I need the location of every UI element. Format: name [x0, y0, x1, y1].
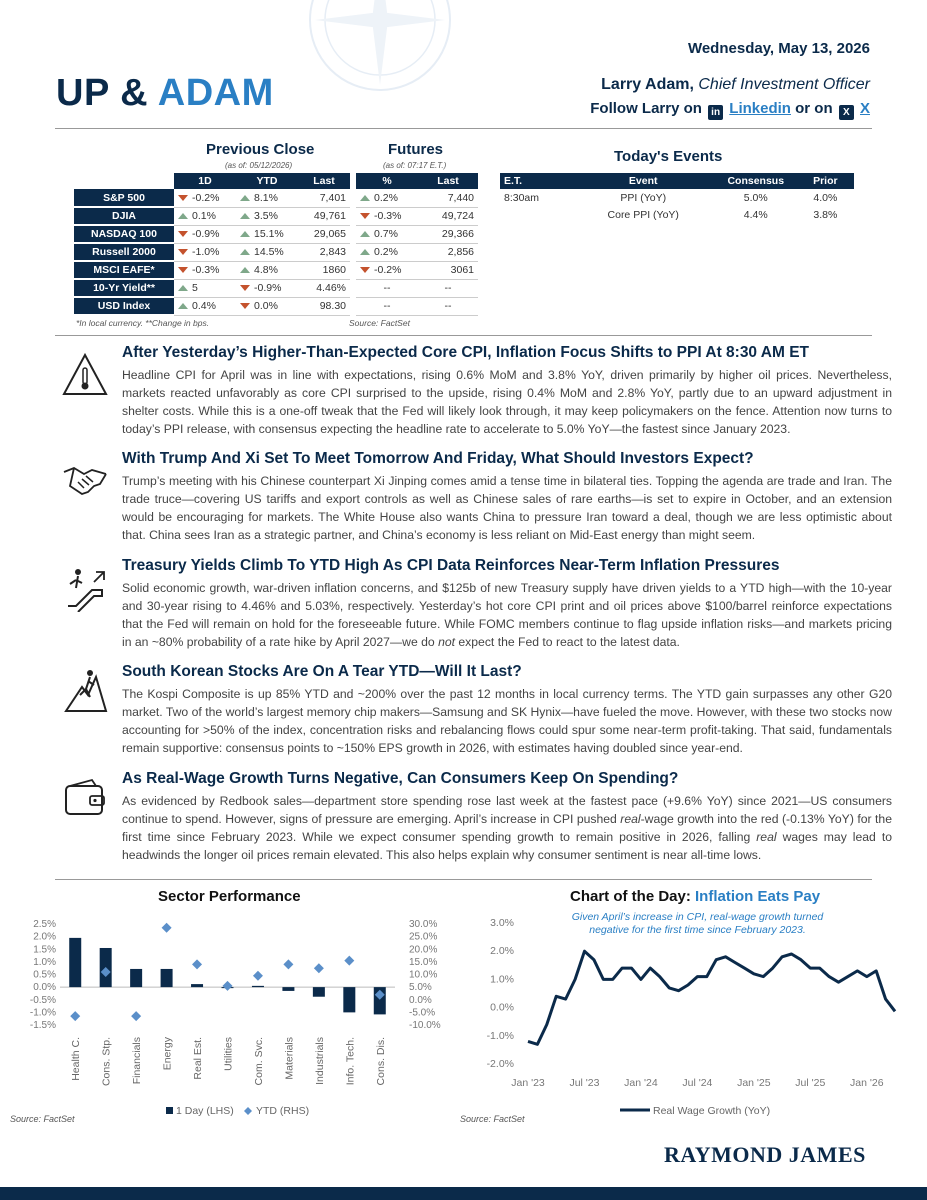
- left-axis-tick-label: 1.5%: [33, 944, 56, 956]
- down-arrow-icon: [240, 285, 250, 291]
- up-arrow-icon: [240, 231, 250, 237]
- cell-fut-pct-value: 0.2%: [374, 191, 398, 204]
- cell-fut-last: [418, 189, 478, 207]
- article-body-part: Solid economic growth, war-driven inflation concerns, and $125b of new Treasury supply have driven yields to a YTD high—with the 10-year and 30-year rising to 4.46% and 5.03%, respectively. Yesterday’s hot core CPI print and oil prices above $100/barrel reinforce expectations that the Fed will remain on hold for the foreseeable future. While FOMC members continue to flag upside inflation risks—and markets pricing in an ~80% probability of a rate hike by April 2027—we do: [122, 581, 892, 649]
- sector-bar: [252, 986, 264, 987]
- cell-fut-last-value: --: [444, 282, 452, 294]
- cell-fut-pct: [356, 261, 418, 279]
- climber-icon: [62, 667, 108, 713]
- escalator-icon: [62, 566, 108, 612]
- right-axis-tick-label: 15.0%: [409, 956, 438, 968]
- sector-bar: [191, 984, 203, 987]
- cell-last-value: 2,843: [319, 246, 346, 258]
- cell-last-value: 1860: [322, 264, 346, 276]
- event-time: 8:30am: [504, 191, 540, 204]
- logo-part-adam: ADAM: [157, 72, 274, 114]
- cell-ytd-value: -0.9%: [254, 282, 282, 294]
- market-label-value: MSCI EAFE*: [93, 264, 155, 276]
- sector-chart-title: Sector Performance: [158, 888, 301, 905]
- up-arrow-icon: [360, 195, 370, 201]
- footer-bar: [0, 1187, 927, 1200]
- linkedin-link[interactable]: Linkedin: [729, 100, 791, 117]
- ytd-diamond-marker: [283, 959, 293, 969]
- up-arrow-icon: [240, 267, 250, 273]
- down-arrow-icon: [360, 213, 370, 219]
- cell-ytd-value: 14.5%: [254, 246, 284, 258]
- right-axis-tick-label: 10.0%: [409, 969, 438, 981]
- up-arrow-icon: [178, 303, 188, 309]
- sector-category-label: Real Est.: [192, 1037, 205, 1080]
- sector-bar: [161, 969, 173, 987]
- cell-1d-value: 5: [192, 282, 198, 294]
- thermometer-warning-icon: [62, 352, 108, 398]
- header-ytd: YTD: [236, 173, 298, 189]
- market-label-value: USD Index: [97, 300, 151, 312]
- previous-close-title: Previous Close: [206, 141, 315, 158]
- wage-x-tick-label: Jul '25: [795, 1077, 826, 1089]
- article-trump-xi: [122, 450, 892, 544]
- cell-fut-last: [418, 225, 478, 243]
- wallet-icon: [62, 776, 108, 822]
- right-axis-tick-label: -10.0%: [409, 1020, 441, 1031]
- cell-last-value: 4.46%: [316, 282, 346, 294]
- article-body-emphasis: real: [756, 830, 777, 844]
- charts-divider: [55, 879, 872, 880]
- cell-ytd-value: 0.0%: [254, 300, 278, 312]
- cell-1d-value: 0.4%: [192, 300, 216, 312]
- cell-fut-last: [418, 297, 478, 315]
- wage-y-tick-label: 3.0%: [490, 917, 514, 929]
- follow-prefix: Follow Larry on: [590, 100, 702, 117]
- raymond-james-logo: RAYMOND JAMES: [664, 1142, 866, 1167]
- market-row: [74, 207, 478, 225]
- cell-fut-last-value: 29,366: [441, 228, 474, 240]
- sector-category-label: Energy: [161, 1037, 174, 1071]
- up-arrow-icon: [360, 231, 370, 237]
- cell-fut-pct-value: -0.2%: [374, 264, 402, 276]
- cell-1d: [174, 279, 236, 297]
- legend-label-ytd: YTD (RHS): [256, 1105, 310, 1117]
- cell-1d: [174, 297, 236, 315]
- left-axis-tick-label: 2.5%: [33, 919, 56, 930]
- x-icon[interactable]: X: [839, 105, 854, 120]
- market-label: [74, 279, 174, 297]
- cell-fut-pct: [356, 225, 418, 243]
- event-row: [500, 189, 854, 206]
- cell-1d-value: 0.1%: [192, 210, 216, 222]
- cell-1d: [174, 261, 236, 279]
- market-row: [74, 297, 478, 315]
- cotd-title-prefix: Chart of the Day:: [570, 888, 691, 905]
- cell-ytd: [236, 297, 298, 315]
- cell-ytd-value: 4.8%: [254, 264, 278, 276]
- ytd-diamond-marker: [314, 963, 324, 973]
- header-last: Last: [298, 173, 350, 189]
- sector-category-label: Info. Tech.: [344, 1037, 357, 1086]
- sector-bar: [69, 938, 81, 987]
- article-south-korea: [122, 663, 892, 757]
- futures-title: Futures: [388, 141, 444, 158]
- cell-ytd-value: 15.1%: [254, 228, 284, 240]
- wage-x-tick-label: Jan '23: [511, 1077, 545, 1089]
- cell-fut-pct: [356, 297, 418, 315]
- down-arrow-icon: [240, 303, 250, 309]
- market-label-value: 10-Yr Yield**: [93, 282, 155, 294]
- cell-1d-value: -0.2%: [192, 191, 220, 204]
- cell-fut-pct-value: 0.2%: [374, 246, 398, 258]
- wage-y-tick-label: 0.0%: [490, 1001, 514, 1014]
- up-arrow-icon: [178, 213, 188, 219]
- left-axis-tick-label: -1.5%: [29, 1020, 56, 1031]
- down-arrow-icon: [178, 231, 188, 237]
- cell-ytd: [236, 261, 298, 279]
- cell-fut-last-value: 2,856: [447, 246, 474, 258]
- article-body-emphasis: not: [438, 635, 456, 649]
- cell-ytd-value: 3.5%: [254, 210, 278, 222]
- cell-fut-pct-value: -0.3%: [374, 210, 402, 222]
- market-label: [74, 207, 174, 225]
- report-date: Wednesday, May 13, 2026: [687, 40, 870, 57]
- ytd-diamond-marker: [131, 1011, 141, 1021]
- market-source: Source: FactSet: [349, 318, 410, 328]
- legend-swatch-1day: [166, 1107, 173, 1114]
- newsletter-logo: [56, 72, 274, 115]
- article-body-part: -wage growth into the red (-0.13% YoY) for the first time since February 2023. While we expect consumer spending growth to remain positive in 2026, falling: [122, 812, 892, 844]
- cell-1d-value: -0.9%: [192, 228, 220, 240]
- article-body: [122, 579, 892, 651]
- follow-mid: or on: [795, 100, 833, 117]
- wage-y-tick-label: 1.0%: [490, 973, 514, 986]
- market-label: [74, 225, 174, 243]
- market-label: [74, 243, 174, 261]
- cell-fut-last: [418, 261, 478, 279]
- sector-category-label: Financials: [131, 1037, 144, 1085]
- sector-bar: [343, 987, 355, 1012]
- events-table: [500, 173, 854, 223]
- up-arrow-icon: [360, 249, 370, 255]
- cell-last: [298, 297, 350, 315]
- cell-ytd: [236, 279, 298, 297]
- cell-ytd: [236, 243, 298, 261]
- author-title: Chief Investment Officer: [698, 76, 870, 93]
- cell-fut-last: [418, 279, 478, 297]
- linkedin-icon[interactable]: in: [708, 105, 723, 120]
- wage-chart-source: Source: FactSet: [460, 1114, 525, 1124]
- wage-x-tick-label: Jan '25: [737, 1077, 771, 1089]
- sector-bar: [313, 987, 325, 997]
- cell-fut-last: [418, 207, 478, 225]
- event-time: [500, 206, 572, 223]
- cell-fut-pct: [356, 207, 418, 225]
- market-label: [74, 297, 174, 315]
- ytd-diamond-marker: [223, 981, 233, 991]
- up-arrow-icon: [240, 249, 250, 255]
- ytd-diamond-marker: [344, 956, 354, 966]
- events-table-header: [500, 173, 854, 189]
- futures-asof: (as of: 07:17 E.T.): [383, 161, 447, 170]
- cell-1d: [174, 225, 236, 243]
- sector-category-label: Health C.: [70, 1037, 83, 1081]
- up-arrow-icon: [178, 285, 188, 291]
- market-row: [74, 243, 478, 261]
- x-link[interactable]: X: [859, 100, 870, 117]
- up-arrow-icon: [240, 213, 250, 219]
- right-axis-tick-label: -5.0%: [409, 1007, 436, 1019]
- wage-y-tick-label: -1.0%: [486, 1029, 514, 1042]
- ytd-diamond-marker: [253, 971, 263, 981]
- header-divider: [55, 128, 872, 129]
- article-title: South Korean Stocks Are On A Tear YTD—Will It Last?: [122, 663, 522, 680]
- cotd-title: [570, 888, 820, 905]
- header-fut-last: Last: [418, 173, 478, 189]
- article-title: With Trump And Xi Set To Meet Tomorrow And Friday, What Should Investors Expect?: [122, 450, 754, 467]
- wage-x-tick-label: Jul '24: [682, 1077, 713, 1089]
- cell-1d-value: -0.3%: [192, 264, 220, 276]
- compass-watermark-icon: [300, 0, 460, 110]
- events-header-event: Event: [572, 173, 715, 189]
- cell-fut-last-value: 3061: [450, 264, 474, 276]
- article-body: The Kospi Composite is up 85% YTD and ~200% over the past 12 months in local currency terms. The YTD gain surpasses any other G20 market. Two of the world’s largest memory chip makers—Samsung and SK Hynix—have fueled the move. However, with these two stocks now accounting for >50% of the index, concentration risks and rebalancing flows could spur some near-term profit-taking. That said, fundamentals remain supportive: consensus points to ~150% EPS growth in 2026, with estimates having doubled since year-end.: [122, 687, 892, 755]
- article-body: Trump’s meeting with his Chinese counterpart Xi Jinping comes amid a tense time in bilateral ties. Topping the agenda are trade and Iran. The trade truce—covering US tariffs and export controls as well as Chinese sales of rare earths—is set to expire in October, and an extension would be encouraging for markets. The White House also wants China to pressure Iran toward a deal, though we are less optimistic about that. China sees Iran as a strategic partner, and China’s economy is less reliant on Mid-East energy than might seem.: [122, 474, 892, 542]
- down-arrow-icon: [178, 195, 188, 201]
- sector-bar: [282, 987, 294, 991]
- cell-ytd: [236, 225, 298, 243]
- cell-fut-last: [418, 243, 478, 261]
- left-axis-tick-label: 0.0%: [33, 982, 56, 994]
- article-real-wage: [122, 770, 892, 864]
- header-1d: 1D: [174, 173, 236, 189]
- wage-y-tick-label: -2.0%: [486, 1058, 514, 1070]
- left-axis-tick-label: 2.0%: [33, 931, 56, 943]
- cell-fut-pct-value: 0.7%: [374, 228, 398, 240]
- article-body-part: wages may lead to headwinds the longer oil prices remain elevated. This also helps explain why consumer sentiment is near all-time lows.: [122, 830, 892, 862]
- cell-fut-pct: [356, 189, 418, 207]
- real-wage-line: [528, 951, 895, 1044]
- right-axis-tick-label: 0.0%: [409, 994, 432, 1006]
- cell-ytd: [236, 207, 298, 225]
- cell-fut-pct: [356, 279, 418, 297]
- author-name: Larry Adam,: [601, 76, 694, 93]
- down-arrow-icon: [360, 267, 370, 273]
- cell-last: [298, 225, 350, 243]
- cell-fut-last-value: 7,440: [447, 191, 474, 204]
- wage-y-tick-label: 2.0%: [490, 945, 514, 958]
- article-body-part: expect the Fed to react to the latest data.: [455, 635, 680, 649]
- ytd-diamond-marker: [192, 959, 202, 969]
- cotd-subtitle: Given April’s increase in CPI, real-wage growth turned negative for the first time since February 2023.: [571, 911, 824, 936]
- wage-x-tick-label: Jan '26: [850, 1077, 884, 1089]
- cell-1d: [174, 243, 236, 261]
- handshake-icon: [62, 456, 108, 502]
- event-consensus: 5.0%: [743, 191, 768, 204]
- author-line: [520, 76, 870, 94]
- sector-category-label: Materials: [283, 1037, 296, 1080]
- right-axis-tick-label: 30.0%: [409, 919, 438, 930]
- follow-line: [520, 100, 870, 120]
- event-row: [500, 206, 854, 223]
- cell-1d-value: -1.0%: [192, 246, 220, 258]
- cell-last: [298, 189, 350, 207]
- sector-category-label: Industrials: [313, 1037, 326, 1085]
- cell-1d: [174, 207, 236, 225]
- article-body: Headline CPI for April was in line with expectations, rising 0.6% MoM and 3.8% YoY, driven primarily by higher oil prices. Nevertheless, markets reacted unfavorably as core CPI surprised to the upside, rising 0.4% MoM and 2.8% YoY, partly due to an upward adjustment in shelter costs. While this is a one-off tweak that the Fed will likely look through, it may keep policymakers on the fence. Attention now turns to today’s PPI release, with consensus expecting the headline rate to accelerate to 5.0% YoY—the fastest since January 2023.: [122, 368, 892, 436]
- events-header-prior: Prior: [797, 173, 854, 189]
- cell-fut-pct: [356, 243, 418, 261]
- market-label: [74, 261, 174, 279]
- market-label-value: Russell 2000: [92, 246, 156, 258]
- sector-performance-chart: [0, 908, 460, 1118]
- left-axis-tick-label: 1.0%: [33, 956, 56, 968]
- cell-fut-last-value: 49,724: [441, 210, 474, 222]
- event-name: PPI (YoY): [620, 191, 667, 204]
- right-axis-tick-label: 25.0%: [409, 931, 438, 943]
- market-row: [74, 189, 478, 207]
- sector-category-label: Cons. Dis.: [374, 1037, 387, 1086]
- previous-close-asof: (as of: 05/12/2026): [225, 161, 293, 170]
- wage-legend-label: Real Wage Growth (YoY): [653, 1105, 771, 1117]
- right-axis-tick-label: 5.0%: [409, 982, 432, 994]
- market-row: [74, 279, 478, 297]
- market-footnote: *In local currency. **Change in bps.: [76, 318, 210, 328]
- market-row: [74, 225, 478, 243]
- down-arrow-icon: [178, 267, 188, 273]
- cell-last: [298, 261, 350, 279]
- cell-fut-pct-value: --: [383, 282, 391, 294]
- cell-1d: [174, 189, 236, 207]
- article-body-part: As evidenced by Redbook sales—department store spending rose last week at the fastest pace (+9.6% YoY) since 2021—US consumers continue to spend. However, signs of pressure are emerging. April’s increase in CPI pushed: [122, 794, 892, 826]
- cell-fut-last-value: --: [444, 300, 452, 312]
- event-name: Core PPI (YoY): [607, 208, 679, 221]
- event-prior: 3.8%: [813, 208, 838, 221]
- cell-last-value: 98.30: [319, 300, 346, 312]
- market-header-blank: [74, 173, 174, 189]
- market-label: [74, 189, 174, 207]
- sector-bar: [130, 969, 142, 987]
- legend-label-1day: 1 Day (LHS): [176, 1105, 234, 1117]
- market-table-header: [74, 173, 478, 189]
- market-row: [74, 261, 478, 279]
- real-wage-chart: [460, 908, 900, 1118]
- cell-last: [298, 243, 350, 261]
- left-axis-tick-label: 0.5%: [33, 969, 56, 981]
- cell-ytd: [236, 189, 298, 207]
- left-axis-tick-label: -0.5%: [29, 994, 56, 1006]
- sector-category-label: Utilities: [222, 1037, 235, 1071]
- events-divider: [55, 335, 872, 336]
- left-axis-tick-label: -1.0%: [29, 1007, 56, 1019]
- cell-ytd-value: 8.1%: [254, 191, 278, 204]
- cell-fut-pct-value: --: [383, 300, 391, 312]
- wage-x-tick-label: Jan '24: [624, 1077, 658, 1089]
- cell-last: [298, 207, 350, 225]
- ytd-diamond-marker: [162, 923, 172, 933]
- wage-x-tick-label: Jul '23: [569, 1077, 600, 1089]
- article-title: Treasury Yields Climb To YTD High As CPI Data Reinforces Near-Term Inflation Pressures: [122, 557, 780, 574]
- events-header-time: E.T.: [500, 173, 572, 189]
- cell-last-value: 49,761: [313, 210, 346, 222]
- sector-category-label: Cons. Stp.: [100, 1037, 113, 1087]
- event-prior: 4.0%: [813, 191, 838, 204]
- events-header-consensus: Consensus: [715, 173, 797, 189]
- down-arrow-icon: [178, 249, 188, 255]
- cotd-title-main: Inflation Eats Pay: [695, 888, 821, 905]
- article-title: As Real-Wage Growth Turns Negative, Can Consumers Keep On Spending?: [122, 770, 679, 787]
- ytd-diamond-marker: [70, 1011, 80, 1021]
- cell-last-value: 7,401: [319, 191, 346, 204]
- right-axis-tick-label: 20.0%: [409, 944, 438, 956]
- market-label-value: NASDAQ 100: [91, 228, 157, 240]
- article-title: After Yesterday’s Higher-Than-Expected Core CPI, Inflation Focus Shifts to PPI At 8:30 AM ET: [122, 344, 810, 361]
- market-label-value: S&P 500: [103, 191, 145, 204]
- events-title: Today's Events: [614, 148, 723, 165]
- sector-chart-source: Source: FactSet: [10, 1114, 75, 1124]
- article-body-emphasis: real: [620, 812, 641, 826]
- article-inflation: [122, 344, 892, 438]
- cell-last-value: 29,065: [313, 228, 346, 240]
- sector-category-label: Com. Svc.: [252, 1037, 265, 1086]
- event-consensus: 4.4%: [743, 208, 768, 221]
- up-arrow-icon: [240, 195, 250, 201]
- cell-last: [298, 279, 350, 297]
- logo-part-up: UP &: [56, 72, 149, 114]
- article-treasury: [122, 557, 892, 651]
- header-fut-pct: %: [356, 173, 418, 189]
- market-label-value: DJIA: [112, 210, 136, 222]
- market-table: [74, 173, 478, 316]
- article-body: [122, 792, 892, 864]
- legend-swatch-ytd: [244, 1107, 252, 1115]
